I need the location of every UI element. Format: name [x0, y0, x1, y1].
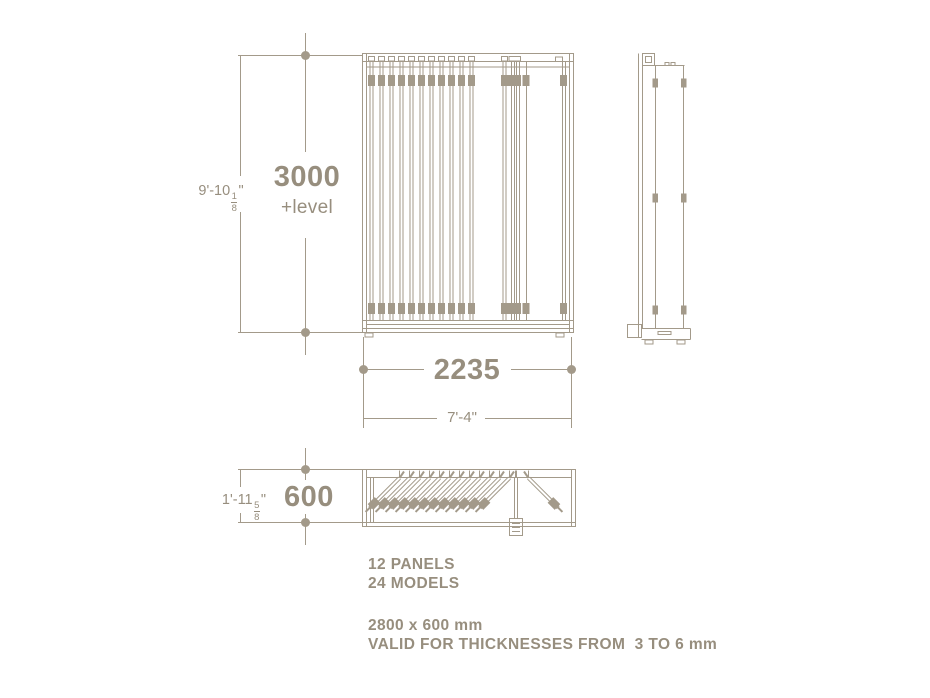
notes-block: [368, 555, 717, 654]
width-dimension-imperial: 7'-4": [447, 409, 477, 426]
height-value-mm: 3000: [273, 161, 341, 193]
dimension-lines: [238, 33, 576, 545]
height-level-note: +level: [281, 197, 333, 218]
height-dimension-imperial: [178, 184, 264, 213]
height-imperial-unit: ": [238, 183, 244, 199]
height-imperial-fraction: $\frac{1}{8}$: [231, 191, 237, 214]
plan-view-drawing: [363, 470, 576, 536]
note-models: 24 MODELS: [368, 575, 460, 592]
note-thickness: VALID FOR THICKNESSES FROM 3 TO 6 mm: [368, 636, 718, 653]
note-panels: 12 PANELS: [368, 556, 455, 573]
depth-dimension-imperial: [201, 493, 287, 522]
height-imperial-whole: 9'-10: [198, 183, 231, 199]
depth-dimension-metric: 600: [284, 481, 334, 513]
notes-spacer: [368, 593, 717, 616]
side-view-drawing: [628, 54, 691, 345]
width-dimension-metric: 2235: [433, 354, 501, 386]
depth-imperial-unit: ": [260, 492, 267, 508]
depth-imperial-fraction: $\frac{5}{8}$: [254, 500, 260, 523]
depth-imperial-whole: 1'-11: [221, 492, 253, 508]
note-size: 2800 x 600 mm: [368, 617, 483, 634]
front-view-drawing: [363, 54, 574, 338]
